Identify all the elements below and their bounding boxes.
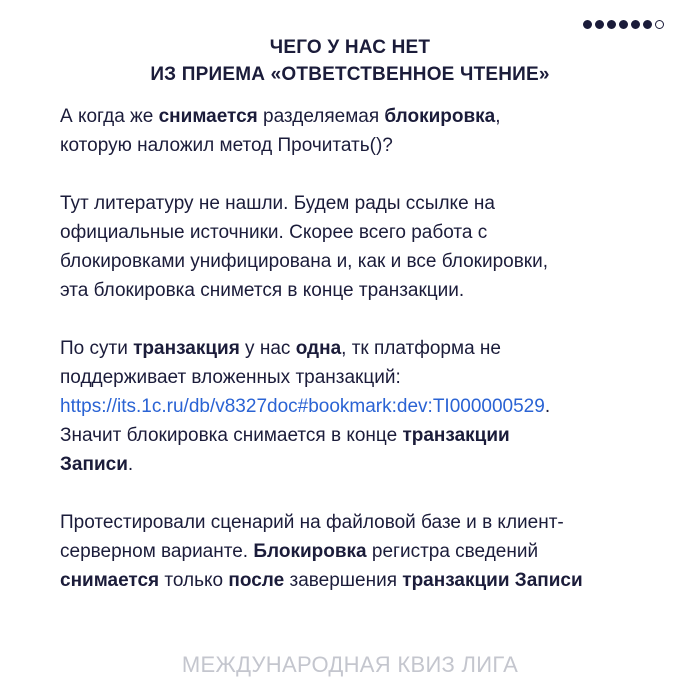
slide-title (0, 34, 700, 88)
text-line: Тут литературу не нашли. Будем рады ссылке на (60, 193, 495, 214)
pagination-dot (631, 20, 640, 29)
text-line: блокировками унифицирована и, как и все блокировки, (60, 251, 548, 272)
text-line (60, 102, 670, 131)
text-line: эта блокировка снимется в конце транзакции. (60, 280, 465, 301)
bold-text: транзакции (402, 425, 510, 446)
text-span: , (495, 106, 501, 127)
pagination-dot (583, 20, 592, 29)
text-span: завершения (284, 570, 403, 591)
text-line (60, 450, 670, 479)
bold-text: снимается (158, 106, 258, 127)
text-span: А когда же (60, 106, 159, 127)
pagination-dot-active (643, 20, 652, 29)
pagination-dots (583, 20, 664, 29)
bold-text: Блокировка (253, 541, 367, 562)
bold-text: после (228, 570, 285, 591)
text-line: Протестировали сценарий на файловой базе и в клиент- (60, 512, 564, 533)
paragraph-3 (60, 334, 670, 479)
docs-link[interactable]: https://its.1c.ru/db/v8327doc#bookmark:dev:TI000000529 (60, 396, 545, 417)
paragraph-1 (60, 102, 670, 160)
bold-text: Записи (60, 454, 128, 475)
text-line (60, 537, 670, 566)
pagination-dot (607, 20, 616, 29)
slide-body (60, 102, 670, 595)
pagination-dot (619, 20, 628, 29)
text-span: Значит блокировка снимается в конце (60, 425, 403, 446)
bold-text: снимается (60, 570, 160, 591)
text-span: , тк платформа не (341, 338, 501, 359)
text-line: официальные источники. Скорее всего работа с (60, 222, 488, 243)
pagination-dot-empty (655, 20, 664, 29)
text-span: только (159, 570, 229, 591)
title-line-2: ИЗ ПРИЕМА «ОТВЕТСТВЕННОЕ ЧТЕНИЕ» (150, 64, 550, 85)
text-span: серверном варианте. (60, 541, 254, 562)
text-span: . (127, 454, 134, 475)
text-line (60, 334, 670, 363)
paragraph-4 (60, 508, 670, 595)
title-line-1: ЧЕГО У НАС НЕТ (269, 37, 431, 58)
text-span: регистра сведений (366, 541, 539, 562)
text-span: . (544, 396, 551, 417)
bold-text: транзакции Записи (402, 570, 583, 591)
bold-text: транзакция (133, 338, 240, 359)
text-line (60, 421, 670, 450)
text-line (60, 566, 670, 595)
footer-brand: МЕЖДУНАРОДНАЯ КВИЗ ЛИГА (181, 652, 519, 677)
text-span: По сути (60, 338, 134, 359)
bold-text: одна (295, 338, 342, 359)
pagination-dot (595, 20, 604, 29)
paragraph-2 (60, 189, 670, 305)
text-span: разделяемая (257, 106, 385, 127)
bold-text: блокировка (384, 106, 496, 127)
text-line: которую наложил метод Прочитать()? (60, 135, 393, 156)
text-span: у нас (239, 338, 296, 359)
text-line: поддерживает вложенных транзакций: (60, 367, 401, 388)
text-line (60, 392, 670, 421)
